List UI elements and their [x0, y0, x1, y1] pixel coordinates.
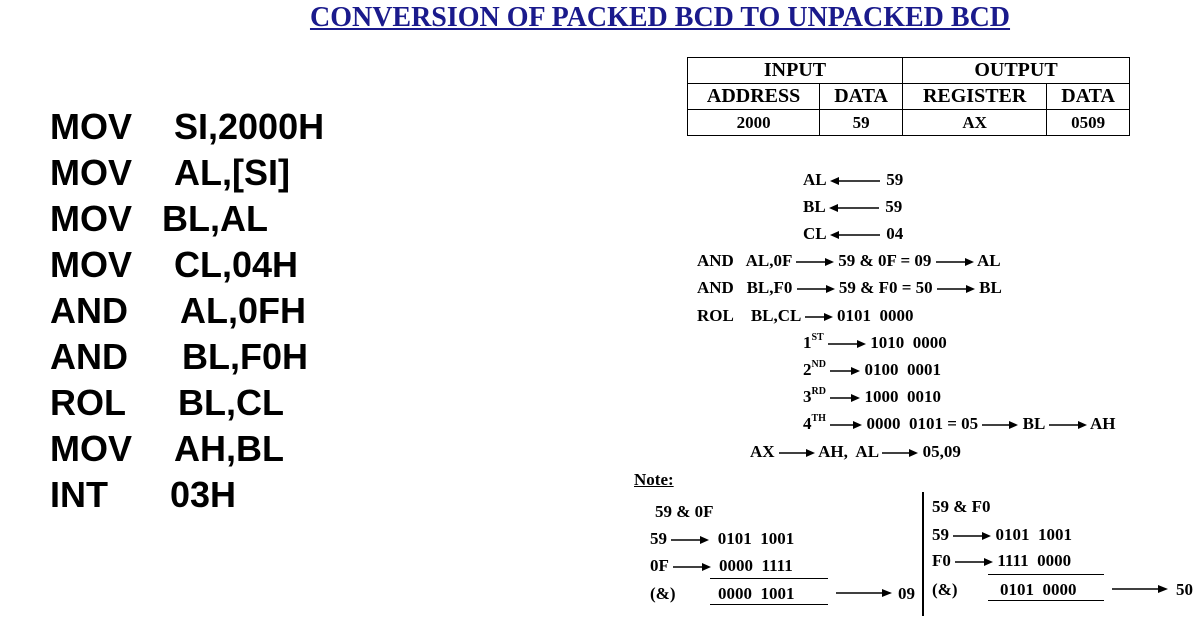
code-opcode: MOV	[50, 244, 133, 285]
input-header: INPUT	[688, 58, 903, 84]
input-data-value: 59	[820, 110, 903, 136]
arrow-right-icon	[953, 531, 991, 541]
note-right-row	[932, 551, 1071, 571]
arrow-right-icon	[830, 366, 860, 376]
code-operand: AL,[SI]	[174, 152, 290, 193]
expression: 59 & 0F = 09	[838, 251, 932, 270]
binary-value: 0101 0000	[836, 306, 914, 325]
code-operand: BL,F0H	[182, 336, 308, 377]
arrow-right-icon	[830, 393, 860, 403]
trace-line-al	[803, 170, 903, 190]
trace-line-and-bl	[697, 278, 1002, 298]
code-opcode: MOV	[50, 428, 133, 469]
column-address: ADDRESS	[688, 84, 820, 110]
rotation-step	[803, 414, 1115, 434]
register-label: AL	[803, 170, 826, 189]
arrow-right-icon	[955, 557, 993, 567]
binary-value: 0000 1111	[719, 556, 793, 575]
table-header-row	[688, 58, 1130, 84]
register-label: BL	[1022, 414, 1045, 433]
column-register: REGISTER	[903, 84, 1047, 110]
arrow-right-icon	[671, 535, 709, 545]
arrow-left-icon	[830, 230, 882, 240]
step-suffix: RD	[811, 386, 826, 397]
code-opcode: MOV	[50, 198, 133, 239]
register-value: AX	[903, 110, 1047, 136]
binary-value: 0000 0101 = 05	[866, 414, 979, 433]
operand-label: 59	[932, 525, 949, 544]
code-opcode: MOV	[50, 106, 133, 147]
code-opcode: AND	[50, 290, 128, 331]
note-right-row	[932, 525, 1072, 545]
divider	[988, 574, 1104, 575]
binary-value: 0100 0001	[864, 360, 941, 379]
note-right-final: 50	[1176, 580, 1193, 599]
step-number: 3	[803, 387, 812, 406]
step-suffix: ND	[811, 359, 826, 370]
register-label: AH	[1089, 414, 1116, 433]
trace-line-bl	[803, 197, 902, 217]
register-value: 59	[886, 170, 904, 189]
note-left-op: (&)	[650, 584, 676, 603]
binary-value: 1010 0000	[870, 333, 947, 352]
code-operand: CL,04H	[174, 244, 299, 285]
operand-label: 59	[650, 529, 667, 548]
arrow-right-icon	[982, 420, 1018, 430]
note-left-row	[650, 529, 794, 549]
trace-line-ax	[750, 442, 961, 462]
code-operand: BL,AL	[162, 198, 268, 239]
code-operand: AL,0FH	[180, 290, 306, 331]
note-left-row	[650, 556, 793, 576]
step-suffix: TH	[811, 413, 826, 424]
code-opcode: INT	[50, 474, 108, 515]
code-operand: AH,BL	[174, 428, 284, 469]
destination-register: BL	[979, 278, 1002, 297]
divider	[710, 578, 828, 579]
arrow-right-icon	[673, 562, 711, 572]
arrow-right-icon	[828, 339, 866, 349]
table-row	[688, 110, 1130, 136]
output-data-value: 0509	[1047, 110, 1130, 136]
note-right-heading: 59 & F0	[932, 497, 991, 516]
rotation-step	[803, 333, 947, 353]
arrow-right-icon	[797, 284, 835, 294]
note-right-op: (&)	[932, 580, 958, 599]
register-value: 59	[885, 197, 903, 216]
instruction-operand: BL,F0	[746, 278, 793, 297]
binary-value: 0101 1001	[995, 525, 1072, 544]
register-label: CL	[803, 224, 826, 243]
arrow-right-icon	[805, 312, 833, 322]
instruction-opcode: ROL	[697, 306, 734, 325]
arrow-right-icon	[1049, 420, 1087, 430]
register-value: 05,09	[922, 442, 961, 461]
destination-register: AL	[976, 251, 1001, 270]
arrow-right-icon	[830, 420, 862, 430]
arrow-right-icon	[836, 588, 892, 598]
table-column-row	[688, 84, 1130, 110]
code-opcode: MOV	[50, 152, 133, 193]
arrow-right-icon	[779, 448, 815, 458]
trace-line-rol	[697, 306, 913, 326]
binary-value: 0101 1001	[717, 529, 795, 548]
register-parts: AH, AL	[818, 442, 879, 461]
note-left-heading: 59 & 0F	[655, 502, 714, 521]
trace-line-and-al	[697, 251, 1001, 271]
divider	[988, 600, 1104, 601]
step-number: 4	[803, 414, 812, 433]
output-header: OUTPUT	[903, 58, 1130, 84]
operand-label: F0	[932, 551, 951, 570]
step-number: 2	[803, 360, 812, 379]
arrow-right-icon	[882, 448, 918, 458]
step-number: 1	[803, 333, 812, 352]
operand-label: 0F	[650, 556, 669, 575]
instruction-operand: AL,0F	[745, 251, 792, 270]
arrow-right-icon	[1112, 584, 1168, 594]
column-data-input: DATA	[820, 84, 903, 110]
note-separator	[922, 492, 924, 616]
trace-line-cl	[803, 224, 903, 244]
register-label: BL	[803, 197, 825, 216]
rotation-step	[803, 387, 941, 407]
arrow-right-icon	[796, 257, 834, 267]
page-title: CONVERSION OF PACKED BCD TO UNPACKED BCD	[309, 2, 1011, 33]
note-label: Note:	[634, 470, 674, 489]
code-operand: SI,2000H	[174, 106, 325, 147]
code-opcode: AND	[50, 336, 128, 377]
io-table	[687, 57, 1130, 136]
code-operand: BL,CL	[178, 382, 284, 423]
note-left-result: 0000 1001	[718, 584, 795, 603]
address-value: 2000	[688, 110, 820, 136]
code-opcode: ROL	[50, 382, 126, 423]
register-label: AX	[750, 442, 775, 461]
note-right-result: 0101 0000	[1000, 580, 1077, 599]
rotation-step	[803, 360, 941, 380]
step-suffix: ST	[811, 332, 824, 343]
code-operand: 03H	[170, 474, 237, 515]
arrow-left-icon	[830, 176, 882, 186]
instruction-opcode: AND	[697, 278, 734, 297]
arrow-right-icon	[937, 284, 975, 294]
column-data-output: DATA	[1047, 84, 1130, 110]
arrow-right-icon	[936, 257, 974, 267]
instruction-opcode: AND	[697, 251, 734, 270]
register-value: 04	[886, 224, 904, 243]
divider	[710, 604, 828, 605]
binary-value: 1111 0000	[997, 551, 1072, 570]
binary-value: 1000 0010	[864, 387, 941, 406]
expression: 59 & F0 = 50	[838, 278, 933, 297]
note-left-final: 09	[898, 584, 915, 603]
instruction-operand: BL,CL	[750, 306, 801, 325]
arrow-left-icon	[829, 203, 881, 213]
